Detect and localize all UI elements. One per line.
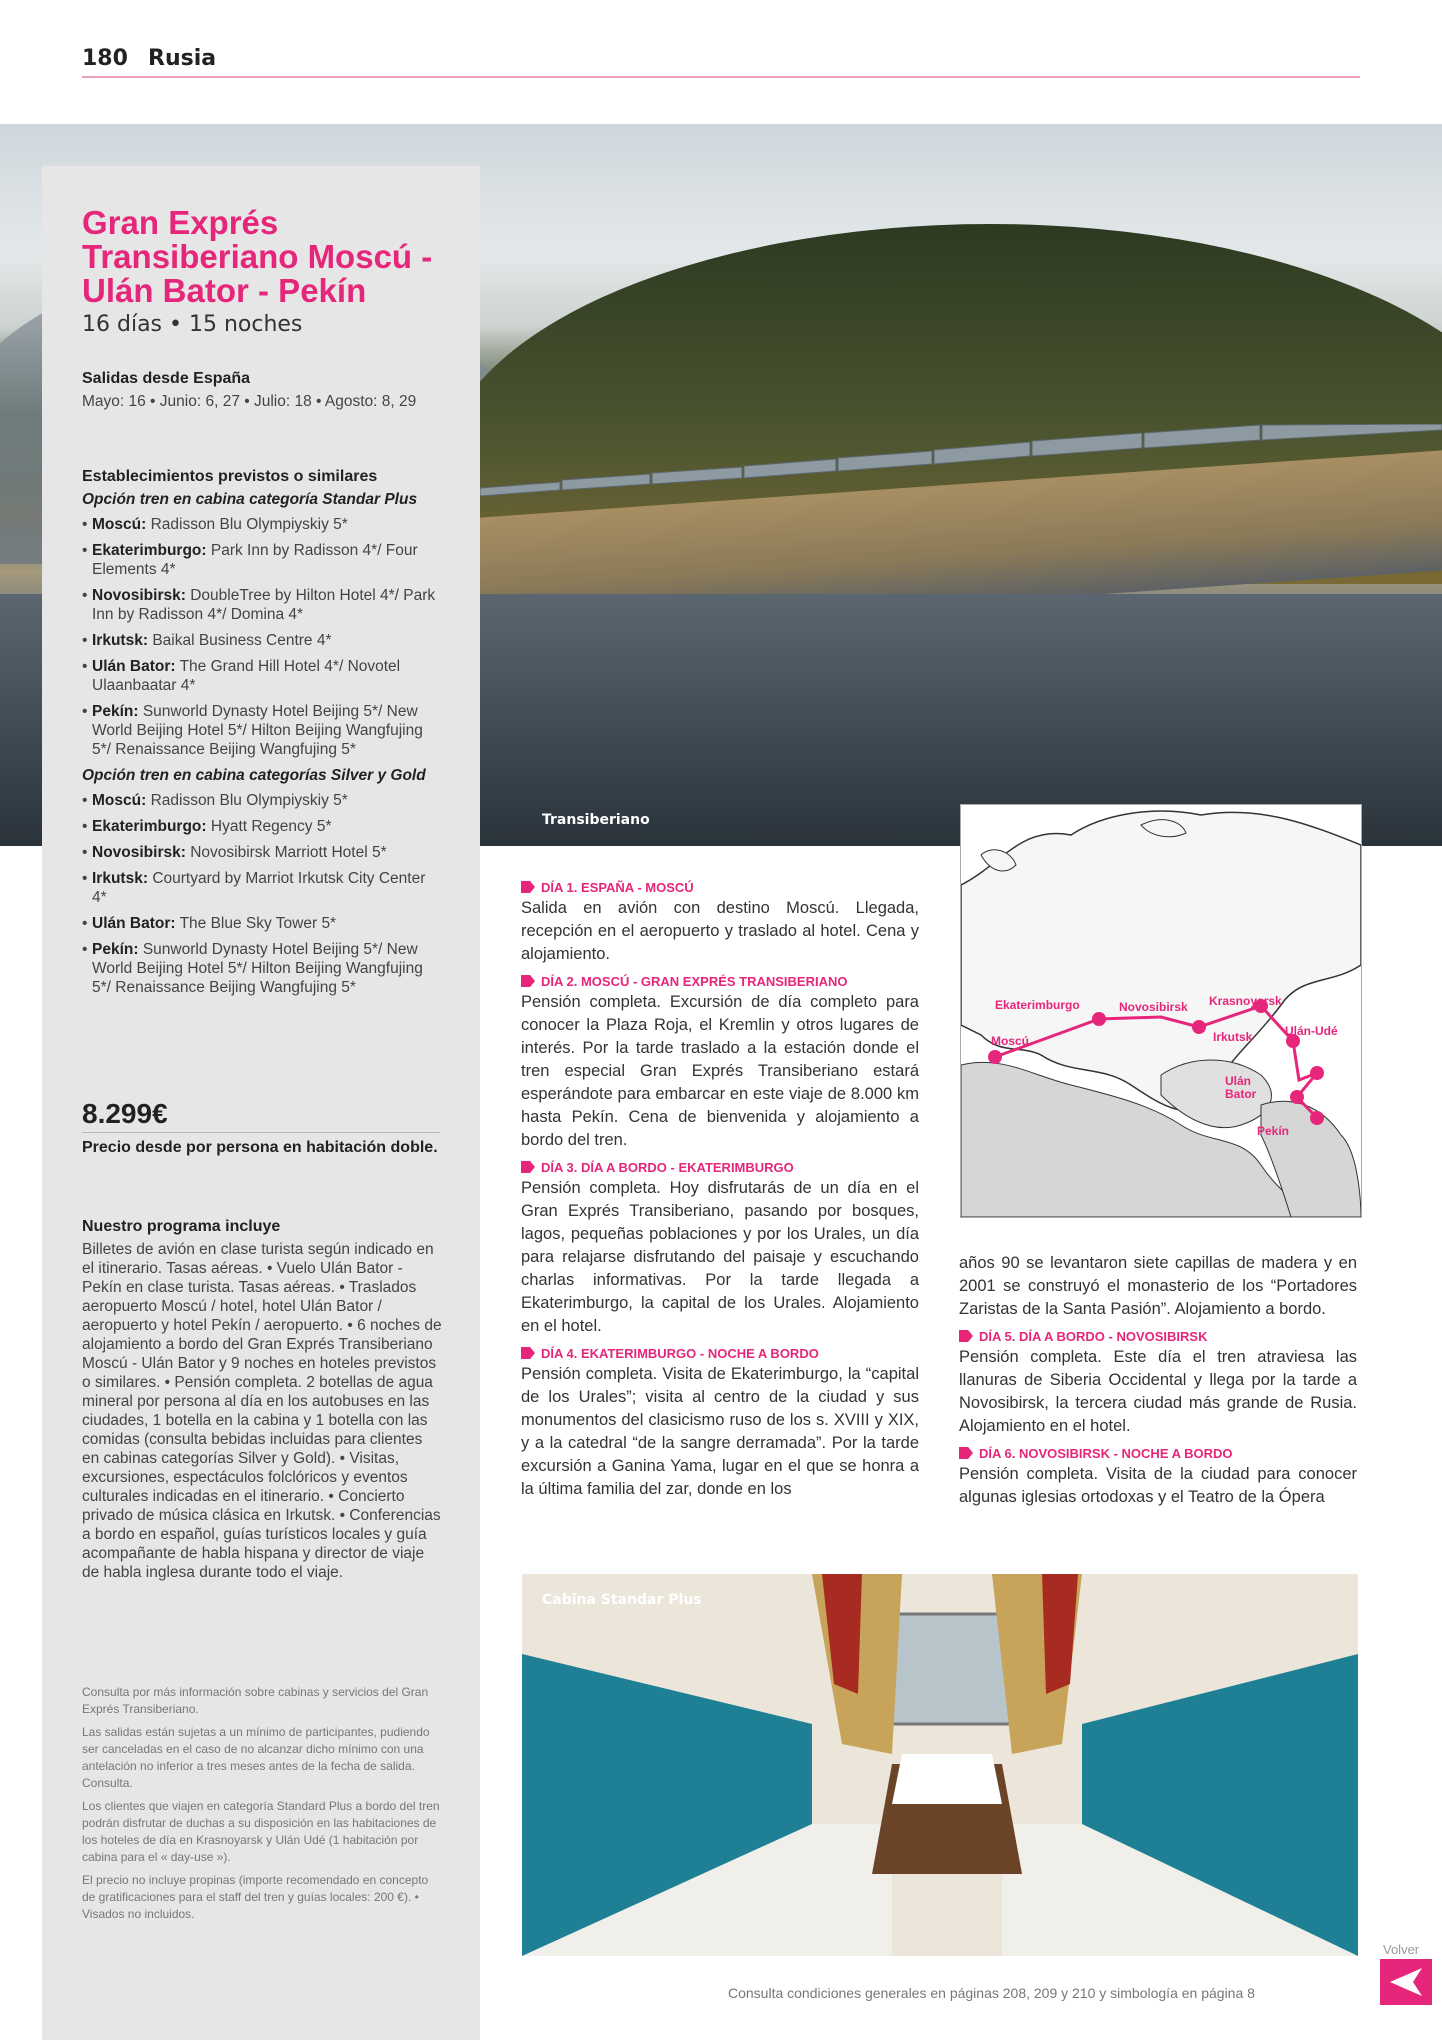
list-item — [82, 914, 442, 933]
back-arrow-icon — [1390, 1968, 1422, 1996]
list-item — [82, 702, 442, 759]
day-heading — [521, 880, 919, 895]
cabin-caption: Cabina Standar Plus — [542, 1592, 702, 1608]
list-item — [82, 541, 442, 579]
includes-block — [82, 1218, 442, 1582]
arrow-icon — [521, 1347, 535, 1359]
hero-caption: Transiberiano — [542, 812, 650, 828]
day-entry — [521, 880, 919, 966]
hotel-names: Courtyard by Marriot Irkutsk City Center 4* — [92, 870, 426, 906]
header-divider — [82, 76, 1360, 78]
day-title: DÍA 1. ESPAÑA - MOSCÚ — [541, 880, 694, 895]
hotel-names: The Grand Hill Hotel 4*/ Novotel Ulaanbaatar 4* — [92, 658, 401, 694]
map-label-moscu: Moscú — [991, 1034, 1030, 1048]
map-label-ekaterimburgo: Ekaterimburgo — [995, 998, 1080, 1012]
route-map — [960, 804, 1362, 1218]
hotel-city: Ulán Bator: — [92, 915, 176, 932]
day-title: DÍA 5. DÍA A BORDO - NOVOSIBIRSK — [979, 1329, 1208, 1344]
day-text-continued: años 90 se levantaron siete capillas de madera y en 2001 se construyó el monasterio de los “Portadores Zaristas de la Santa Pasión”. Alojamiento a bordo. — [959, 1254, 1357, 1318]
map-label-pekin: Pekín — [1257, 1124, 1290, 1138]
departures-heading: Salidas desde España — [82, 370, 251, 387]
day-text: Pensión completa. Visita de la ciudad para conocer algunas iglesias ortodoxas y el Teatro de la Ópera — [959, 1465, 1357, 1506]
day-heading — [959, 1329, 1357, 1344]
hotel-names: Hyatt Regency 5* — [210, 818, 332, 835]
includes-text: Billetes de avión en clase turista según indicado en el itinerario. Tasas aéreas. • Vuelo Ulán Bator - Pekín en clase turista. Tasas aéreas. • Traslados aeropuerto Moscú / hotel, hotel Ulán Bator / aeropuerto y hotel Pekín / aeropuerto. • 6 noches de alojamiento a bordo del Gran Exprés Transiberiano Moscú - Ulán Bator y 9 noches en hoteles previstos o similares. • Pensión completa. 2 botellas de agua mineral por persona al día en los autobuses en las ciudades, 1 botella en la cabina y 1 botella con las comidas (consulta bebidas incluidas para clientes en cabinas categorías Silver y Gold). • Visitas, excursiones, espectáculos folclóricos y eventos culturales indicadas en el itinerario. • Concierto privado de música clásica en Irkutsk. • Conferencias a bordo en español, guías turísticos locales y guía acompañante de habla hispana y director de viaje de habla inglesa durante todo el viaje. — [82, 1241, 442, 1581]
hotels-block — [82, 468, 442, 1004]
hotel-names: Baikal Business Centre 4* — [152, 632, 332, 649]
day-title: DÍA 3. DÍA A BORDO - EKATERIMBURGO — [541, 1160, 794, 1175]
map-label-ulan-ude: Ulán-Udé — [1285, 1024, 1338, 1038]
list-item — [82, 940, 442, 997]
section-title: Rusia — [148, 46, 217, 71]
list-item — [82, 631, 442, 650]
option2-hotel-list — [82, 791, 442, 997]
price: 8.299€ — [82, 1098, 168, 1129]
tour-duration: 16 días • 15 noches — [82, 312, 303, 337]
day-text: Pensión completa. Este día el tren atraviesa las llanuras de Siberia Occidental y llega por la tarde a Novosibirsk, la tercera ciudad más grande de Rusia. Alojamiento en el hotel. — [959, 1348, 1357, 1435]
day-heading — [521, 1160, 919, 1175]
day-entry — [959, 1329, 1357, 1438]
hotel-names: Sunworld Dynasty Hotel Beijing 5*/ New World Beijing Hotel 5*/ Hilton Beijing Wangfujing 5*/ Renaissance Beijing Wangfujing 5* — [92, 941, 423, 996]
day-entry — [521, 1160, 919, 1338]
hotel-city: Ekaterimburgo: — [92, 818, 207, 835]
day-entry — [521, 1346, 919, 1501]
departures-text: Mayo: 16 • Junio: 6, 27 • Julio: 18 • Agosto: 8, 29 — [82, 393, 417, 410]
arrow-icon — [521, 975, 535, 987]
includes-heading: Nuestro programa incluye — [82, 1218, 281, 1235]
arrow-icon — [959, 1330, 973, 1342]
hotel-city: Moscú: — [92, 516, 147, 533]
day-title: DÍA 2. MOSCÚ - GRAN EXPRÉS TRANSIBERIANO — [541, 974, 848, 989]
hotel-names: Park Inn by Radisson 4*/ Four Elements 4* — [92, 542, 418, 578]
list-item — [82, 869, 442, 907]
back-label[interactable]: Volver — [1383, 1942, 1420, 1957]
day-title: DÍA 4. EKATERIMBURGO - NOCHE A BORDO — [541, 1346, 819, 1361]
day-text: Pensión completa. Hoy disfrutarás de un día en el Gran Exprés Transiberiano, pasando por bosques, lagos, pequeñas poblaciones y por los Urales, un día para relajarse disfrutando del paisaje y escuchando charlas informativas. Por la tarde llegada a Ekaterimburgo, la capital de los Urales. Alojamiento en el hotel. — [521, 1179, 919, 1335]
hotel-city: Ekaterimburgo: — [92, 542, 207, 559]
day-entry — [959, 1446, 1357, 1509]
tour-title: Gran Exprés Transiberiano Moscú - Ulán Bator - Pekín — [82, 204, 433, 309]
day-text: Pensión completa. Visita de Ekaterimburgo, la “capital de los Urales”; visita al centro de la ciudad y sus monumentos del clasicismo ruso de los s. XVIII y XIX, y a la catedral “de la sangre derramada”. Por la tarde excursión a Ganina Yama, lugar en el que se honra a la última familia del zar, donde en los — [521, 1365, 919, 1498]
day-heading — [521, 1346, 919, 1361]
map-label-ulan-bator: Ulán Bator — [1225, 1074, 1257, 1101]
train-illustration — [480, 424, 1442, 504]
itinerary-column-1 — [521, 872, 919, 1501]
day-heading — [959, 1446, 1357, 1461]
arrow-icon — [521, 1161, 535, 1173]
list-item — [82, 817, 442, 836]
day-title: DÍA 6. NOVOSIBIRSK - NOCHE A BORDO — [979, 1446, 1233, 1461]
hotel-city: Novosibirsk: — [92, 587, 186, 604]
hotel-city: Pekín: — [92, 703, 139, 720]
map-label-irkutsk: Irkutsk — [1213, 1030, 1253, 1044]
hotel-city: Ulán Bator: — [92, 658, 176, 675]
hotels-heading: Establecimientos previstos o similares — [82, 468, 378, 485]
option1-heading: Opción tren en cabina categoría Standar Plus — [82, 491, 418, 508]
hotel-city: Irkutsk: — [92, 870, 148, 887]
hotel-city: Novosibirsk: — [92, 844, 186, 861]
option2-heading: Opción tren en cabina categorías Silver y Gold — [82, 767, 426, 784]
note-text: Los clientes que viajen en categoría Standard Plus a bordo del tren podrán disfrutar de duchas a su disposición en las habitaciones de los hoteles de día en Krasnoyarsk y Ulán Udé (1 habitación por cabina para el « day-use »). — [82, 1799, 440, 1864]
hotel-city: Irkutsk: — [92, 632, 148, 649]
day-heading — [521, 974, 919, 989]
cabin-illustration — [522, 1574, 1358, 1956]
hotel-names: Radisson Blu Olympiyskiy 5* — [150, 792, 348, 809]
departures-block — [82, 370, 442, 411]
itinerary-column-2 — [959, 1252, 1357, 1509]
day-entry — [521, 974, 919, 1152]
hotel-names: Radisson Blu Olympiyskiy 5* — [150, 516, 348, 533]
map-label-novosibirsk: Novosibirsk — [1119, 1000, 1188, 1014]
price-divider — [82, 1132, 440, 1133]
cabin-photo — [522, 1574, 1358, 1956]
note-text: El precio no incluye propinas (importe recomendado en concepto de gratificaciones para el staff del tren y guías locales: 200 €). • Visados no incluidos. — [82, 1873, 429, 1921]
footer-note: Consulta condiciones generales en páginas 208, 209 y 210 y simbología en página 8 — [728, 1985, 1255, 2001]
hotel-city: Moscú: — [92, 792, 147, 809]
map-label-krasnoyarsk: Krasnoyarsk — [1209, 994, 1282, 1008]
back-button[interactable] — [1380, 1959, 1432, 2005]
hotel-names: Sunworld Dynasty Hotel Beijing 5*/ New World Beijing Hotel 5*/ Hilton Beijing Wangfujing 5*/ Renaissance Beijing Wangfujing 5* — [92, 703, 423, 758]
price-note: Precio desde por persona en habitación doble. — [82, 1139, 438, 1156]
option1-hotel-list — [82, 515, 442, 759]
hotel-names: The Blue Sky Tower 5* — [179, 915, 337, 932]
note-text: Las salidas están sujetas a un mínimo de participantes, pudiendo ser canceladas en el caso de no alcanzar dicho mínimo con una antelación no inferior a tres meses antes de la fecha de salida. Consulta. — [82, 1725, 430, 1790]
note-text: Consulta por más información sobre cabinas y servicios del Gran Exprés Transiberiano. — [82, 1685, 429, 1716]
day-text: Salida en avión con destino Moscú. Llegada, recepción en el aeropuerto y traslado al hotel. Cena y alojamiento. — [521, 899, 919, 963]
list-item — [82, 791, 442, 810]
hotel-city: Pekín: — [92, 941, 139, 958]
list-item — [82, 843, 442, 862]
list-item — [82, 515, 442, 534]
arrow-icon — [959, 1447, 973, 1459]
page-number: 180 — [82, 46, 128, 71]
day-text: Pensión completa. Excursión de día completo para conocer la Plaza Roja, el Kremlin y otros lugares de interés. Por la tarde traslado a la estación donde el tren especial Gran Exprés Transiberiano estará esperándote para embarcar en este viaje de 8.000 km hasta Pekín. Cena de bienvenida y alojamiento a bordo del tren. — [521, 993, 919, 1149]
hotel-names: Novosibirsk Marriott Hotel 5* — [190, 844, 387, 861]
hotel-names: DoubleTree by Hilton Hotel 4*/ Park Inn by Radisson 4*/ Domina 4* — [92, 587, 436, 623]
list-item — [82, 586, 442, 624]
arrow-icon — [521, 881, 535, 893]
list-item — [82, 657, 442, 695]
notes-block — [82, 1684, 442, 1929]
